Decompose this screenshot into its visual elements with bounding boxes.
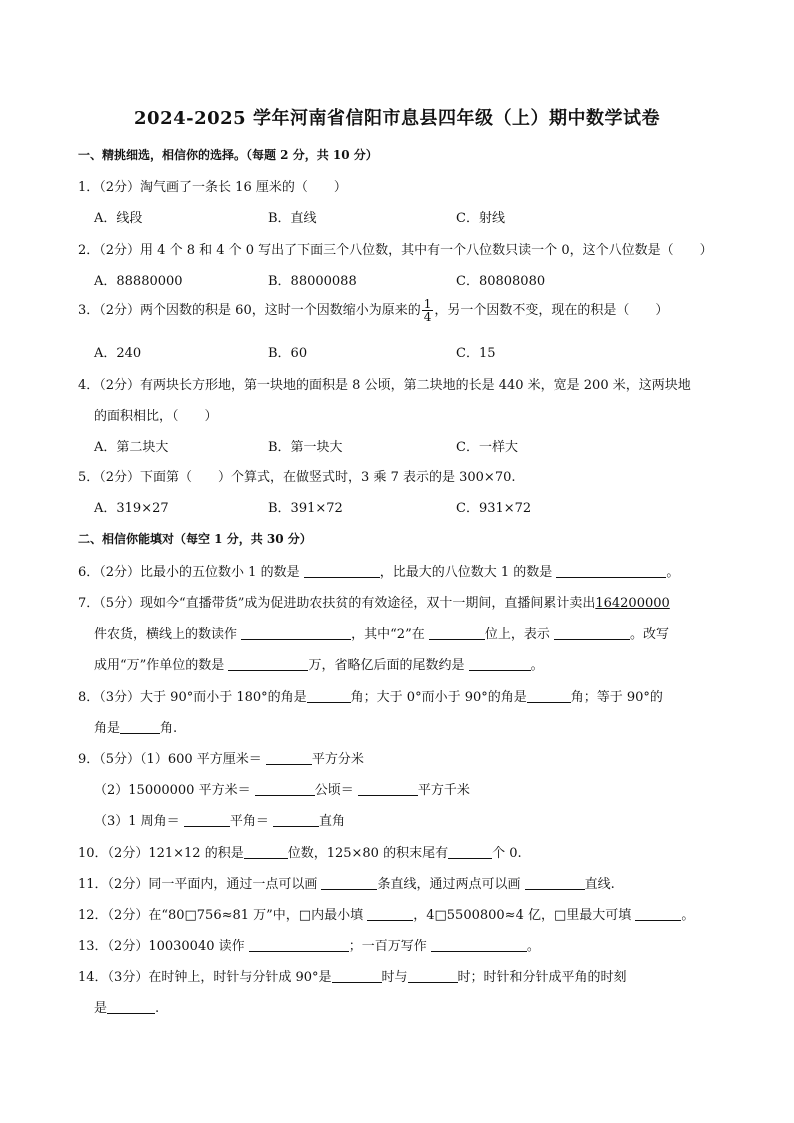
q11-text-3: 直线.	[584, 877, 615, 892]
q7-text-6: 成用“万”作单位的数是	[94, 658, 225, 673]
question-10	[78, 842, 522, 861]
answer-blank[interactable]	[332, 969, 382, 983]
answer-blank[interactable]	[241, 626, 351, 640]
answer-blank[interactable]	[367, 907, 413, 921]
q8-text-5: 角.	[160, 721, 178, 736]
q3-option-c: C．15	[456, 346, 496, 361]
question-1: 1．（2分）淘气画了一条长 16 厘米的（ ）	[78, 180, 347, 195]
q3-text-pre: 3．（2分）两个因数的积是 60，这时一个因数缩小为原来的	[78, 303, 421, 318]
q7-text-2: 件农货，横线上的数读作	[94, 627, 238, 642]
answer-blank[interactable]	[469, 657, 531, 671]
question-9-line-2	[94, 779, 470, 798]
q7-text-7: 万，省略亿后面的尾数约是	[308, 658, 465, 673]
q7-underlined-number: 164200000	[595, 596, 670, 611]
q8-text-4: 角是	[94, 721, 121, 736]
q3-text-post: ，另一个因数不变，现在的积是（ ）	[434, 303, 669, 318]
q1-option-c: C．射线	[456, 211, 505, 226]
answer-blank[interactable]	[255, 782, 315, 796]
question-14-line-1	[78, 966, 627, 985]
answer-blank[interactable]	[228, 657, 308, 671]
question-3	[78, 298, 668, 323]
answer-blank[interactable]	[635, 907, 681, 921]
q7-text-4: 位上，表示	[484, 627, 550, 642]
q14-text-1: 14．（3分）在时钟上，时针与分针成 90°是	[78, 970, 332, 985]
answer-blank[interactable]	[273, 813, 319, 827]
question-4-line-1: 4．（2分）有两块长方形地，第一块地的面积是 8 公顷，第二块地的长是 440 米，宽是 200 米，这两块地	[78, 378, 691, 393]
q11-text-1: 11．（2分）同一平面内，通过一点可以画	[78, 877, 318, 892]
q9-text-7: 平角＝	[229, 814, 269, 829]
answer-blank[interactable]	[304, 564, 380, 578]
answer-blank[interactable]	[321, 876, 377, 890]
q10-text-1: 10．（2分）121×12 的积是	[78, 846, 244, 861]
question-8-line-1	[78, 686, 663, 705]
question-7-line-1	[78, 592, 670, 611]
q9-text-8: 直角	[318, 814, 345, 829]
answer-blank[interactable]	[120, 720, 160, 734]
q14-text-2: 时与	[381, 970, 408, 985]
question-14-line-2	[94, 997, 159, 1016]
answer-blank[interactable]	[431, 938, 527, 952]
q7-text-8: 。	[530, 658, 544, 673]
q4-option-b: B．第一块大	[268, 440, 343, 455]
q8-text-3: 角；等于 90°的	[570, 690, 663, 705]
answer-blank[interactable]	[249, 938, 349, 952]
question-12	[78, 904, 694, 923]
answer-blank[interactable]	[307, 689, 351, 703]
q3-option-a: A．240	[94, 346, 142, 361]
answer-blank[interactable]	[408, 969, 458, 983]
answer-blank[interactable]	[556, 564, 666, 578]
q12-text-1: 12．（2分）在“80□756≈81 万”中，□内最小填	[78, 908, 364, 923]
q14-text-5: .	[155, 1001, 160, 1016]
q4-option-a: A．第二块大	[94, 440, 169, 455]
question-5: 5．（2分）下面第（ ）个算式，在做竖式时，3 乘 7 表示的是 300×70.	[78, 470, 516, 485]
answer-blank[interactable]	[266, 751, 312, 765]
q9-text-3: （2）15000000 平方米＝	[94, 783, 251, 798]
q5-option-a: A．319×27	[94, 501, 169, 516]
q6-text-2: ，比最大的八位数大 1 的数是	[379, 565, 553, 580]
q9-text-5: 平方千米	[417, 783, 470, 798]
q6-text-3: 。	[666, 565, 680, 580]
q3-fraction	[422, 298, 434, 323]
q11-text-2: 条直线，通过两点可以画	[377, 877, 521, 892]
answer-blank[interactable]	[184, 813, 230, 827]
q1-option-a: A．线段	[94, 211, 143, 226]
q8-text-2: 角；大于 0°而小于 90°的角是	[350, 690, 527, 705]
q9-text-2: 平方分米	[311, 752, 364, 767]
q10-text-3: 个 0.	[492, 846, 522, 861]
answer-blank[interactable]	[107, 1000, 155, 1014]
section-heading-2: 二、相信你能填对（每空 1 分，共 30 分）	[78, 532, 312, 546]
q5-option-b: B．391×72	[268, 501, 343, 516]
q14-text-3: 时；时针和分针成平角的时刻	[457, 970, 627, 985]
q9-text-4: 公顷＝	[314, 783, 354, 798]
question-6	[78, 561, 679, 580]
q3-option-b: B．60	[268, 346, 308, 361]
question-7-line-2	[94, 623, 669, 642]
q7-text-1: 7．（5分）现如今“直播带货”成为促进助农扶贫的有效途径，双十一期间，直播间累计卖出	[78, 596, 596, 611]
question-9-line-1	[78, 748, 364, 767]
q9-text-1: 9．（5分）（1）600 平方厘米＝	[78, 752, 262, 767]
q5-option-c: C．931×72	[456, 501, 532, 516]
q3-fraction-numerator: 1	[423, 297, 432, 311]
answer-blank[interactable]	[429, 626, 485, 640]
q12-text-3: 。	[681, 908, 695, 923]
question-11	[78, 873, 615, 892]
q12-text-2: ，4□5500800≈4 亿，□里最大可填	[413, 908, 632, 923]
answer-blank[interactable]	[525, 876, 585, 890]
q13-text-3: 。	[526, 939, 540, 954]
section-heading-1: 一、精挑细选，相信你的选择。（每题 2 分，共 10 分）	[78, 148, 378, 162]
q14-text-4: 是	[94, 1001, 108, 1016]
question-9-line-3	[94, 810, 345, 829]
q8-text-1: 8．（3分）大于 90°而小于 180°的角是	[78, 690, 307, 705]
q9-text-6: （3）1 周角＝	[94, 814, 180, 829]
answer-blank[interactable]	[554, 626, 630, 640]
q1-option-b: B．直线	[268, 211, 317, 226]
answer-blank[interactable]	[358, 782, 418, 796]
question-2: 2．（2分）用 4 个 8 和 4 个 0 写出了下面三个八位数，其中有一个八位数只读一个 0，这个八位数是（ ）	[78, 243, 713, 258]
q10-text-2: 位数，125×80 的积末尾有	[287, 846, 449, 861]
q4-option-c: C．一样大	[456, 440, 518, 455]
q7-text-3: ，其中“2”在	[351, 627, 425, 642]
question-4-line-2: 的面积相比，（ ）	[94, 409, 218, 424]
q3-fraction-denominator: 4	[423, 310, 432, 324]
q13-text-2: ；一百万写作	[348, 939, 427, 954]
answer-blank[interactable]	[527, 689, 571, 703]
answer-blank[interactable]	[244, 845, 288, 859]
question-13	[78, 935, 540, 954]
question-7-line-3	[94, 654, 544, 673]
q6-text-1: 6．（2分）比最小的五位数小 1 的数是	[78, 565, 300, 580]
q7-text-5: 。改写	[630, 627, 670, 642]
q2-option-b: B．88000088	[268, 274, 357, 289]
question-8-line-2	[94, 717, 177, 736]
q2-option-a: A．88880000	[94, 274, 183, 289]
q2-option-c: C．80808080	[456, 274, 546, 289]
answer-blank[interactable]	[448, 845, 492, 859]
page-title: 2024-2025 学年河南省信阳市息县四年级（上）期中数学试卷	[134, 108, 660, 129]
q13-text-1: 13．（2分）10030040 读作	[78, 939, 245, 954]
